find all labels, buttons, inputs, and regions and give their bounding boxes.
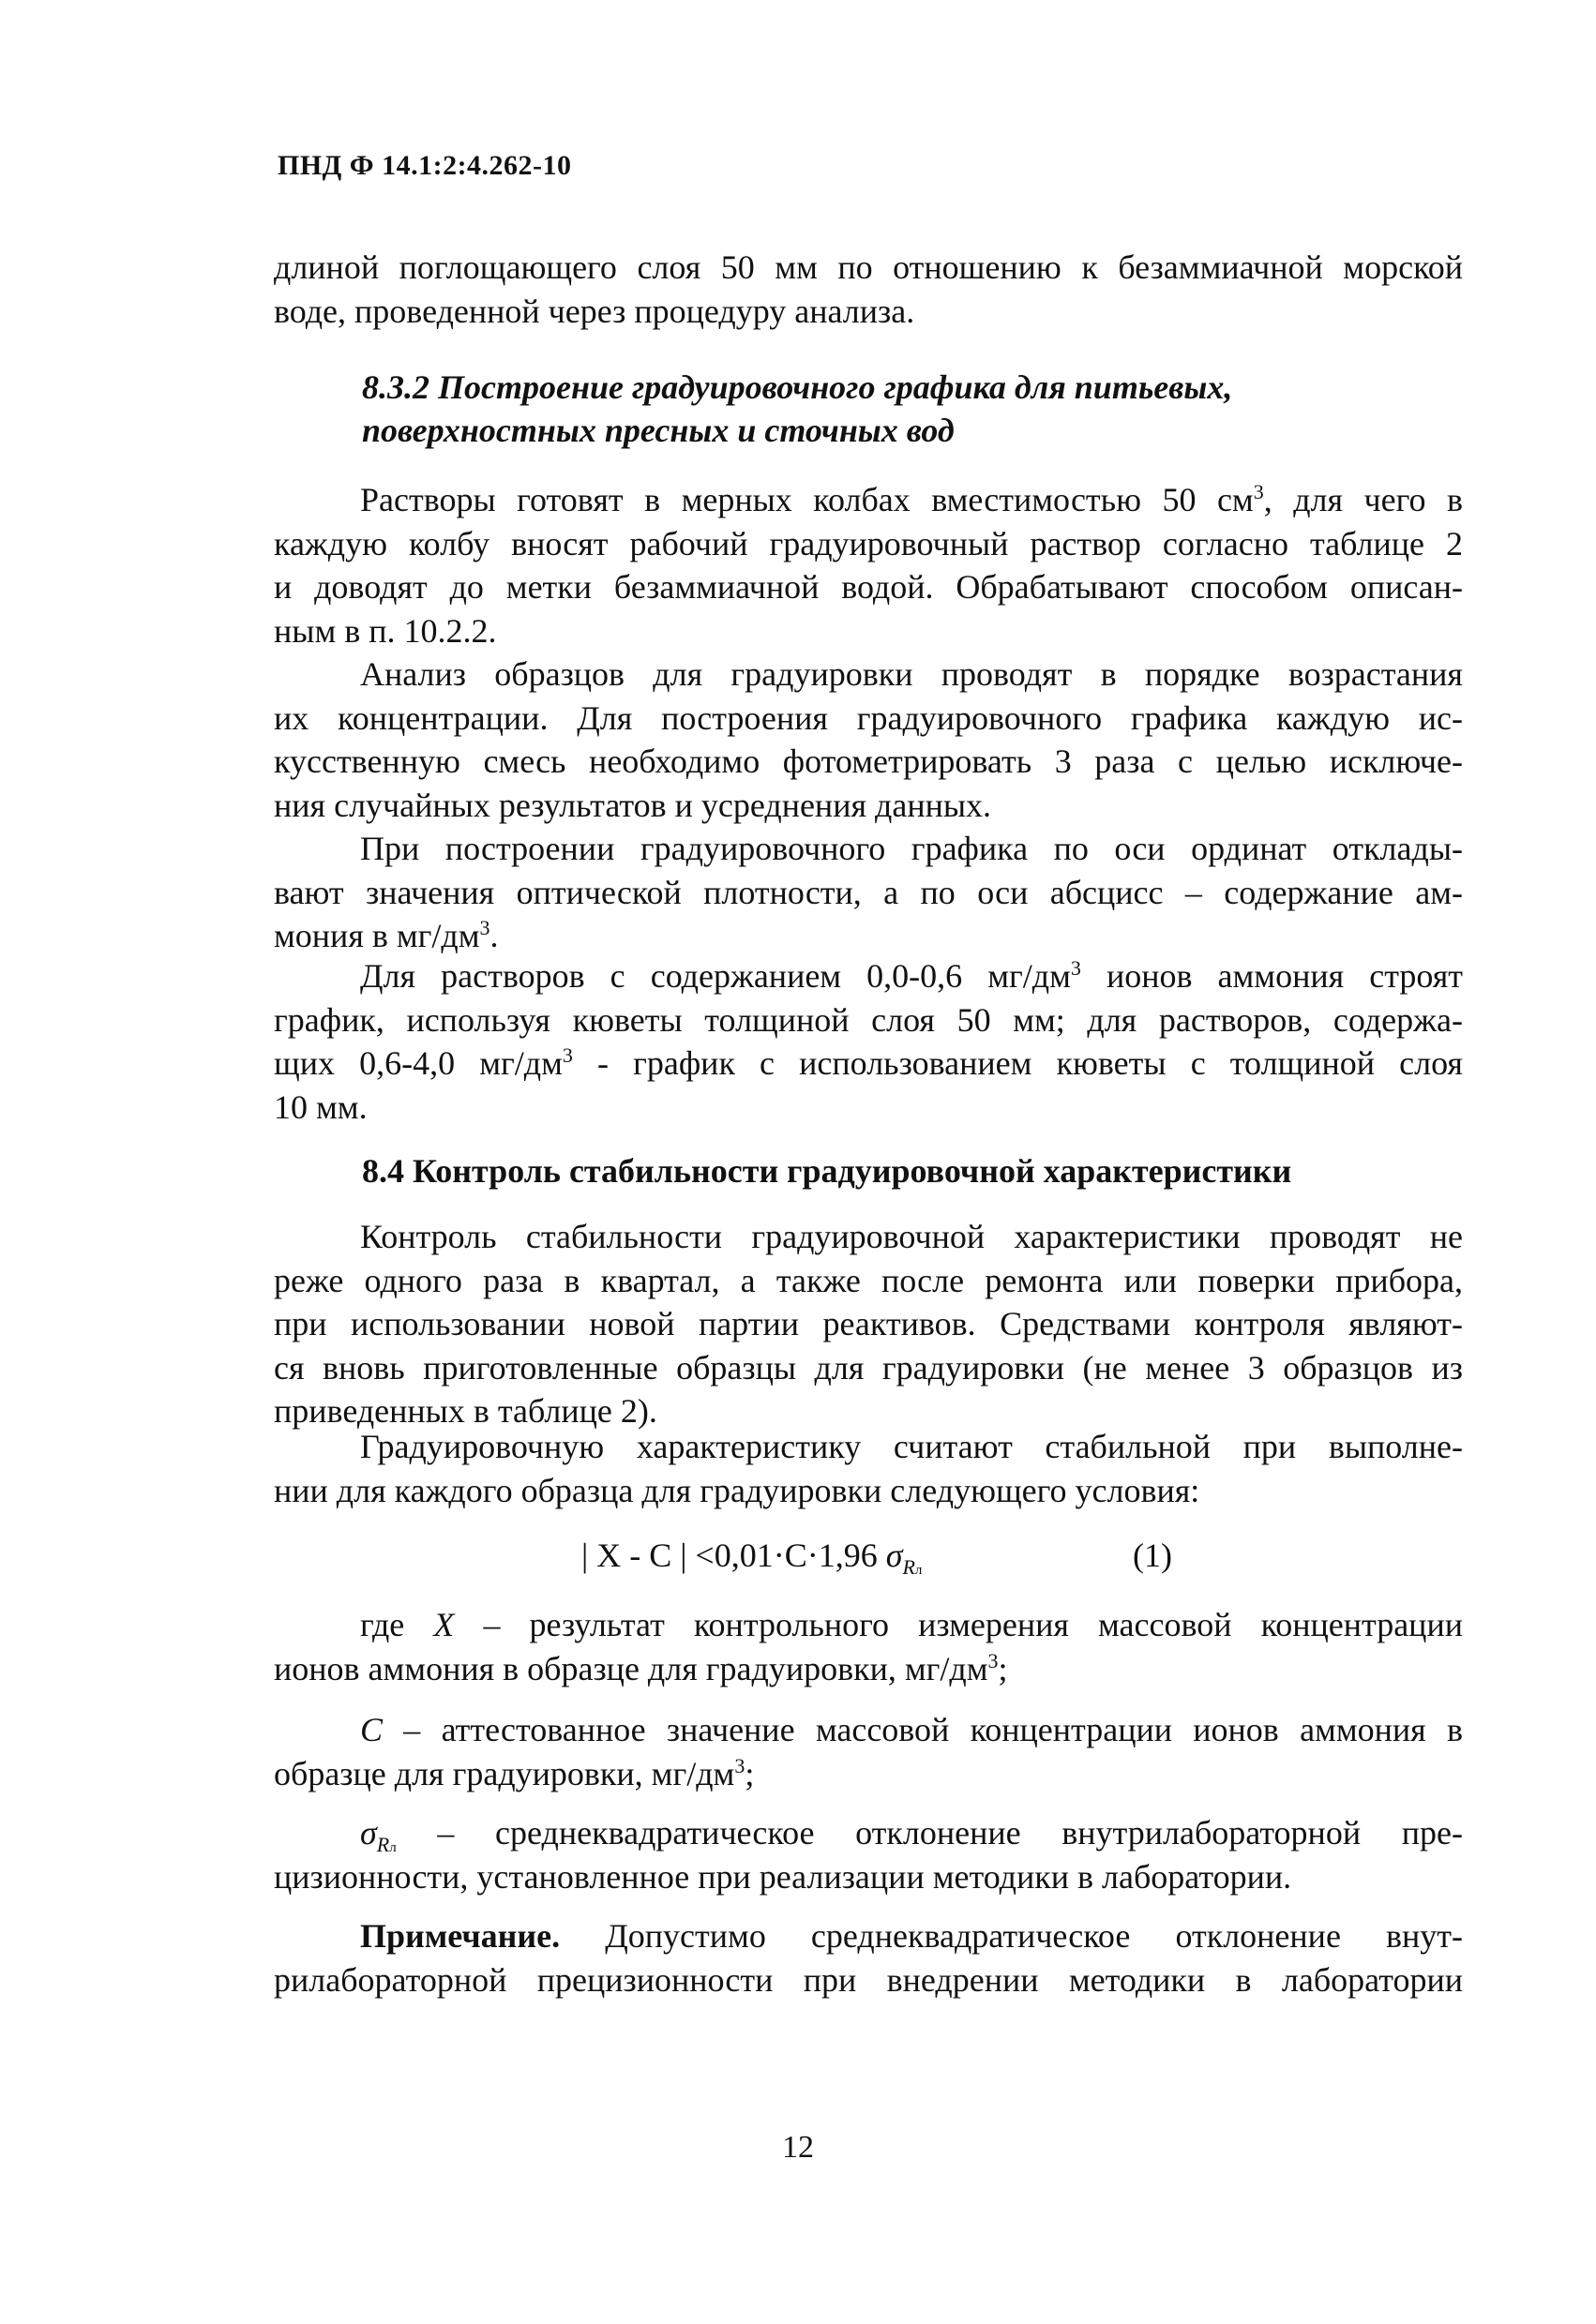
sigma-symbol: σ [360, 1814, 377, 1852]
paragraph-stability-control [274, 1215, 1463, 1433]
formula [581, 1536, 923, 1580]
text-line [274, 1811, 1463, 1855]
definition-x [274, 1603, 1463, 1690]
subscript-l: л [914, 1563, 923, 1579]
formula-text: | X - C | <0,01·C·1,96 [581, 1537, 886, 1574]
superscript: 3 [479, 916, 490, 939]
variable-c: C [360, 1711, 384, 1748]
text-fragment: . [489, 917, 499, 954]
text-line: и доводят до метки безаммиачной водой. Обрабатывают способом описан- [274, 568, 1463, 606]
text-line: реже одного раза в квартал, а также после ремонта или поверки прибора, [274, 1261, 1463, 1299]
subscript-r: R [902, 1555, 915, 1580]
paragraph-graph-axes [274, 827, 1463, 958]
text-fragment: Допустимо среднеквадратическое отклонение внут- [560, 1917, 1463, 1955]
text-line [274, 914, 1463, 958]
text-fragment: – аттестованное значение массовой концентрации ионов аммония в [383, 1711, 1463, 1748]
text-line: При построении градуировочного графика по оси ординат отклады- [360, 830, 1463, 867]
text-line: Анализ образцов для градуировки проводят в порядке возрастания [360, 655, 1463, 693]
text-fragment: ; [998, 1649, 1008, 1687]
text-line: каждую колбу вносят рабочий градуировочный раствор согласно таблице 2 [274, 524, 1463, 562]
text-line: 10 мм. [274, 1087, 368, 1126]
text-fragment: – среднеквадратическое отклонение внутрилабораторной пре- [396, 1814, 1463, 1852]
text-fragment: ионов аммония в образце для градуировки, мг/дм [274, 1649, 988, 1687]
text-line [274, 954, 1463, 998]
text-fragment: Для растворов с содержанием 0,0-0,6 мг/дм [360, 957, 1071, 995]
text-line: длиной поглощающего слоя 50 мм по отношению к безаммиачной морской [274, 248, 1463, 286]
superscript: 3 [1070, 956, 1081, 980]
subsection-heading [362, 366, 1450, 452]
text-line [274, 1752, 1463, 1796]
text-line: вают значения оптической плотности, а по оси абсцисс – содержание ам- [274, 873, 1463, 911]
text-line: рилабораторной прецизионности при внедрении методики в лаборатории [274, 1960, 1463, 1999]
text-line [274, 1042, 1463, 1086]
superscript: 3 [1253, 480, 1264, 503]
sigma-subscript [377, 1833, 397, 1856]
paragraph-stability-condition [274, 1425, 1463, 1512]
subscript-r: R [376, 1833, 390, 1857]
sigma-symbol: σ [885, 1537, 903, 1574]
superscript: 3 [562, 1043, 573, 1067]
text-line: Контроль стабильности градуировочной характеристики проводят не [360, 1218, 1463, 1255]
subsection-heading-line: 8.3.2 Построение градуировочного графика для питьевых, [362, 368, 1233, 406]
text-fragment: образце для градуировки, мг/дм [274, 1754, 735, 1792]
text-line: приведенных в таблице 2). [274, 1392, 657, 1430]
page-number: 12 [782, 2130, 814, 2165]
text-fragment: , для чего в [1263, 481, 1463, 518]
variable-x: X [433, 1606, 455, 1643]
paragraph-cuvettes [274, 954, 1463, 1129]
text-line: их концентрации. Для построения градуировочного графика каждую ис- [274, 698, 1463, 737]
text-fragment: Растворы готовят в мерных колбах вместимостью 50 см [360, 481, 1254, 518]
section-heading: 8.4 Контроль стабильности градуировочной характеристики [362, 1152, 1292, 1190]
text-line: нии для каждого образца для градуировки следующего условия: [274, 1471, 1200, 1509]
text-line: при использовании новой партии реактивов. Средствами контроля являют- [274, 1305, 1463, 1342]
text-line [274, 1647, 1463, 1691]
intro-paragraph [274, 246, 1463, 333]
text-fragment: - график с использованием кюветы с толщиной слоя [572, 1044, 1463, 1082]
text-line [274, 478, 1463, 522]
text-fragment: щих 0,6-4,0 мг/дм [274, 1044, 563, 1082]
superscript: 3 [734, 1753, 745, 1777]
definition-c [274, 1708, 1463, 1795]
text-fragment: где [360, 1606, 434, 1643]
text-line: ся вновь приготовленные образцы для градуировки (не менее 3 образцов из [274, 1348, 1463, 1387]
paragraph-analysis [274, 652, 1463, 827]
text-line: ным в п. 10.2.2. [274, 611, 497, 650]
definition-sigma [274, 1811, 1463, 1898]
subscript-l: л [389, 1840, 397, 1856]
text-line [274, 1603, 1463, 1647]
subsection-heading-line: поверхностных пресных и сточных вод [362, 412, 955, 449]
text-line [274, 1708, 1463, 1752]
text-fragment: мония в мг/дм [274, 917, 480, 954]
text-line: ния случайных результатов и усреднения данных. [274, 786, 992, 824]
text-line: график, используя кюветы толщиной слоя 50 мм; для растворов, содержа- [274, 1000, 1463, 1039]
text-line: кусственную смесь необходимо фотометрировать 3 раза с целью исключе- [274, 742, 1463, 780]
note-label: Примечание. [360, 1917, 561, 1955]
text-line: воде, проведенной через процедуру анализа. [274, 292, 915, 330]
paragraph-solutions [274, 478, 1463, 652]
note-paragraph [274, 1914, 1463, 2002]
text-line: Градуировочную характеристику считают стабильной при выполне- [360, 1428, 1463, 1465]
formula-subscript [902, 1555, 922, 1579]
text-fragment: ионов аммония строят [1080, 957, 1464, 995]
document-header: ПНД Ф 14.1:2:4.262-10 [278, 150, 572, 181]
text-fragment: ; [745, 1754, 755, 1792]
superscript: 3 [987, 1648, 999, 1672]
text-line [274, 1914, 1463, 1958]
text-fragment: – результат контрольного измерения массовой концентрации [454, 1606, 1463, 1643]
text-line: цизионности, установленное при реализации методики в лаборатории. [274, 1857, 1292, 1896]
formula-number: (1) [1133, 1537, 1172, 1574]
